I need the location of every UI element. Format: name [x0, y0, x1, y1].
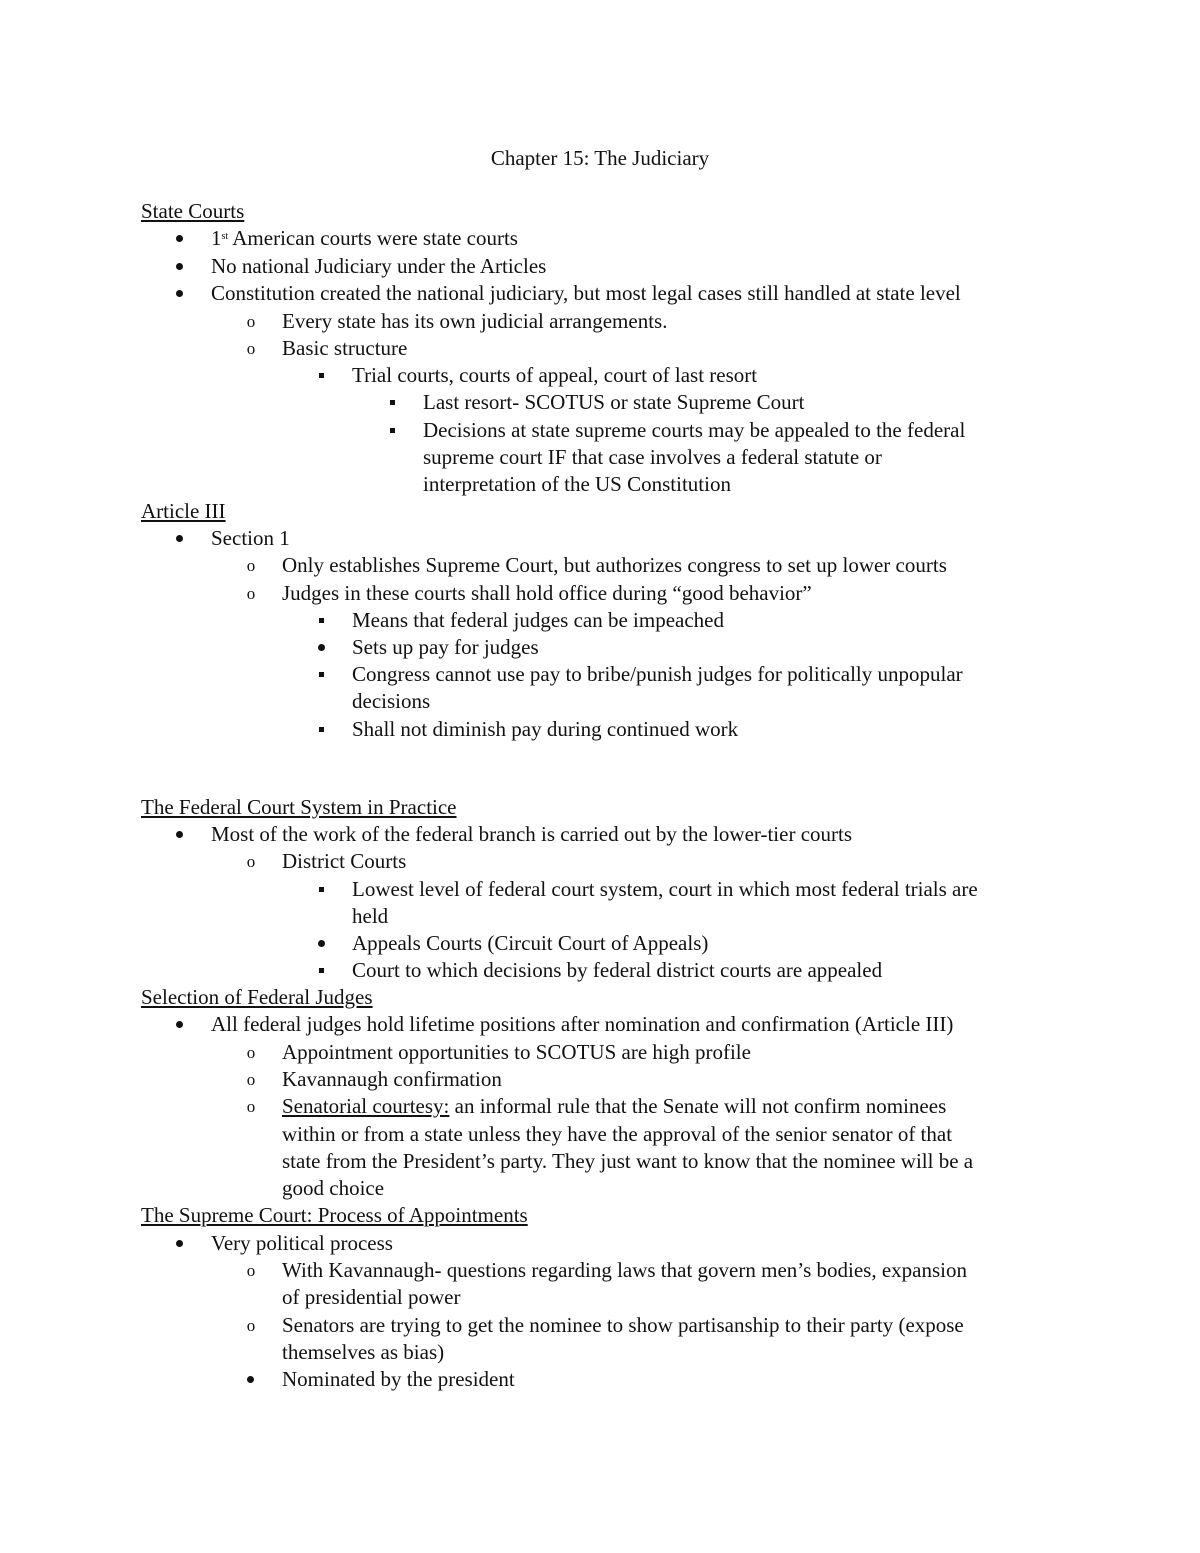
- circle-bullet-icon: o: [246, 584, 256, 603]
- list-item: With Kavannaugh- questions regarding laws that govern men’s bodies, expansion: [282, 1258, 968, 1282]
- list-item: Senatorial courtesy: an informal rule that the Senate will not confirm nominees: [282, 1094, 947, 1118]
- list-item-continuation: within or from a state unless they have the approval of the senior senator of that: [282, 1122, 953, 1146]
- list-item-continuation: good choice: [282, 1176, 385, 1200]
- list-item-continuation: interpretation of the US Constitution: [423, 472, 731, 496]
- list-item: Lowest level of federal court system, court in which most federal trials are: [352, 877, 978, 901]
- list-item: Constitution created the national judiciary, but most legal cases still handled at state level: [211, 281, 961, 305]
- circle-bullet-icon: o: [246, 1070, 256, 1089]
- list-item: 1st American courts were state courts: [211, 226, 518, 250]
- list-item: Basic structure: [282, 336, 408, 360]
- page-title: Chapter 15: The Judiciary: [490, 146, 710, 170]
- list-item: Only establishes Supreme Court, but authorizes congress to set up lower courts: [282, 553, 947, 577]
- circle-bullet-icon: o: [246, 339, 256, 358]
- circle-bullet-icon: o: [246, 1261, 256, 1280]
- list-item: Means that federal judges can be impeached: [352, 608, 725, 632]
- list-item: Last resort- SCOTUS or state Supreme Court: [423, 390, 805, 414]
- circle-bullet-icon: o: [246, 312, 256, 331]
- list-item: Very political process: [211, 1231, 393, 1255]
- circle-bullet-icon: o: [246, 1043, 256, 1062]
- defined-term: Senatorial courtesy:: [282, 1094, 450, 1118]
- list-item: District Courts: [282, 849, 407, 873]
- list-item: Court to which decisions by federal district courts are appealed: [352, 958, 883, 982]
- section-heading-federal-practice: The Federal Court System in Practice: [141, 795, 457, 819]
- circle-bullet-icon: o: [246, 852, 256, 871]
- list-item-continuation: themselves as bias): [282, 1340, 445, 1364]
- list-item: Most of the work of the federal branch is carried out by the lower-tier courts: [211, 822, 853, 846]
- list-item: Sets up pay for judges: [352, 635, 539, 659]
- list-item: Shall not diminish pay during continued work: [352, 717, 739, 741]
- list-item: Senators are trying to get the nominee to show partisanship to their party (expose: [282, 1313, 964, 1337]
- circle-bullet-icon: o: [246, 556, 256, 575]
- list-item: Section 1: [211, 526, 290, 550]
- list-item-continuation: held: [352, 904, 389, 928]
- section-heading-article-iii: Article III: [141, 499, 226, 523]
- list-item: Every state has its own judicial arrangements.: [282, 309, 668, 333]
- list-item-continuation: state from the President’s party. They just want to know that the nominee will be a: [282, 1149, 974, 1173]
- list-item: Congress cannot use pay to bribe/punish judges for politically unpopular: [352, 662, 963, 686]
- circle-bullet-icon: o: [246, 1316, 256, 1335]
- list-item: Decisions at state supreme courts may be appealed to the federal: [423, 418, 966, 442]
- circle-bullet-icon: o: [246, 1097, 256, 1116]
- list-item: Trial courts, courts of appeal, court of last resort: [352, 363, 758, 387]
- list-item: Nominated by the president: [282, 1367, 515, 1391]
- list-item: Judges in these courts shall hold office during “good behavior”: [282, 581, 812, 605]
- list-item: Appeals Courts (Circuit Court of Appeals): [352, 931, 709, 955]
- list-item-continuation: supreme court IF that case involves a federal statute or: [423, 445, 882, 469]
- list-item: Appointment opportunities to SCOTUS are high profile: [282, 1040, 751, 1064]
- list-item-continuation: of presidential power: [282, 1285, 461, 1309]
- section-heading-selection: Selection of Federal Judges: [141, 985, 373, 1009]
- list-item-continuation: decisions: [352, 689, 431, 713]
- section-heading-supreme-court: The Supreme Court: Process of Appointments: [141, 1203, 528, 1227]
- section-heading-state-courts: State Courts: [141, 199, 245, 223]
- list-item: Kavannaugh confirmation: [282, 1067, 502, 1091]
- list-item: No national Judiciary under the Articles: [211, 254, 547, 278]
- list-item: All federal judges hold lifetime positions after nomination and confirmation (Article III): [211, 1012, 954, 1036]
